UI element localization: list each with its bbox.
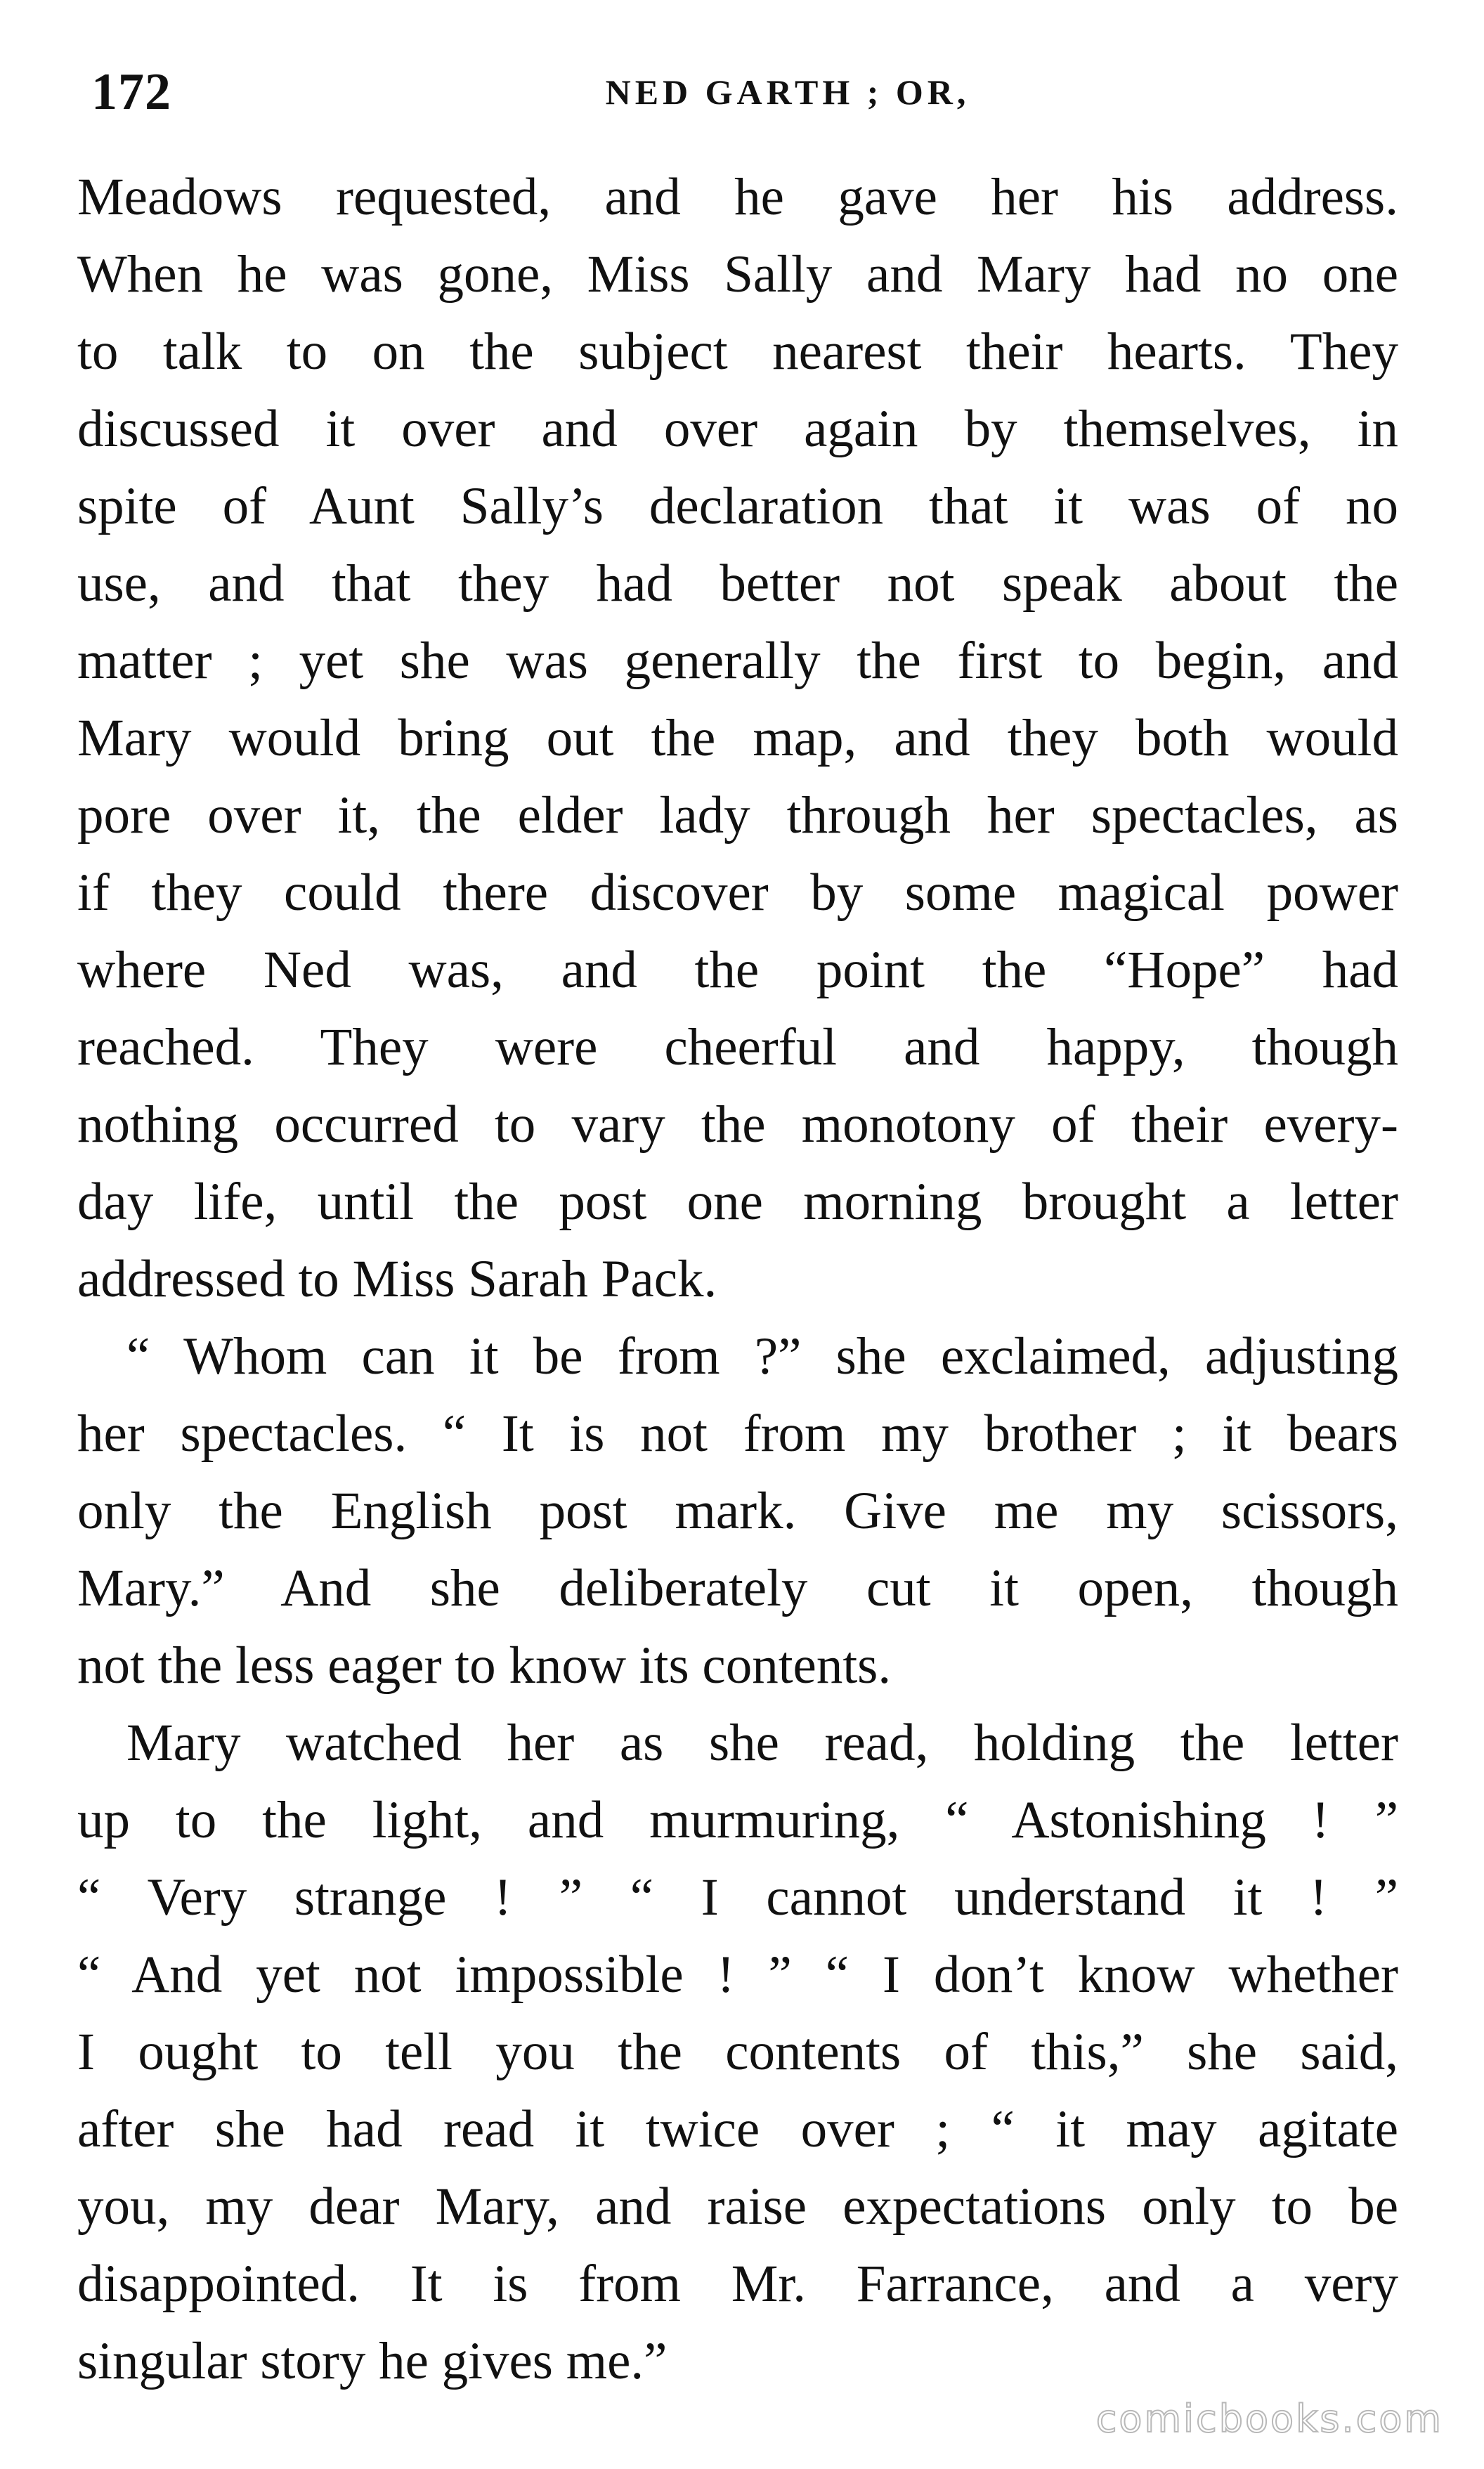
text-line: day life, until the post one morning brought a letter <box>77 1173 1398 1231</box>
page-number: 172 <box>91 63 171 121</box>
text-line: addressed to Miss Sarah Pack. <box>77 1250 717 1308</box>
text-line: singular story he gives me.” <box>77 2332 668 2390</box>
text-line: Mary.” And she deliberately cut it open, though <box>77 1559 1398 1617</box>
text-line: Mary watched her as she read, holding the letter <box>126 1714 1398 1772</box>
text-line: where Ned was, and the point the “Hope” had <box>77 941 1398 999</box>
paragraph <box>77 1318 1398 1705</box>
text-line: reached. They were cheerful and happy, though <box>77 1018 1398 1076</box>
text-line: only the English post mark. Give me my scissors, <box>77 1482 1398 1540</box>
text-line: Meadows requested, and he gave her his address. <box>77 168 1398 226</box>
text-line: you, my dear Mary, and raise expectations only to be <box>77 2177 1398 2236</box>
paragraph <box>77 159 1398 1318</box>
text-line: disappointed. It is from Mr. Farrance, and a very <box>77 2255 1398 2313</box>
text-line: spite of Aunt Sally’s declaration that it was of no <box>77 477 1398 535</box>
text-line: matter ; yet she was generally the first to begin, and <box>77 632 1398 690</box>
text-line: “ Very strange ! ” “ I cannot understand it ! ” <box>77 1868 1398 1927</box>
text-line: nothing occurred to vary the monotony of their every- <box>77 1095 1398 1154</box>
text-line: to talk to on the subject nearest their hearts. They <box>77 323 1398 381</box>
text-line: “ Whom can it be from ?” she exclaimed, adjusting <box>126 1327 1398 1386</box>
text-line: up to the light, and murmuring, “ Astonishing ! ” <box>77 1791 1398 1849</box>
text-line: discussed it over and over again by themselves, in <box>77 400 1398 458</box>
text-line: When he was gone, Miss Sally and Mary had no one <box>77 245 1398 304</box>
paragraph <box>77 1705 1398 2400</box>
text-line: not the less eager to know its contents. <box>77 1636 892 1695</box>
text-line: pore over it, the elder lady through her spectacles, as <box>77 786 1398 845</box>
running-head <box>91 60 1400 124</box>
body-text <box>77 159 1398 2400</box>
text-line: her spectacles. “ It is not from my brother ; it bears <box>77 1405 1398 1463</box>
text-line: if they could there discover by some magical power <box>77 864 1398 922</box>
text-line: “ And yet not impossible ! ” “ I don’t know whether <box>77 1946 1398 2004</box>
text-line: Mary would bring out the map, and they both would <box>77 709 1398 767</box>
running-title: NED GARTH ; OR, <box>605 72 970 112</box>
text-line: after she had read it twice over ; “ it may agitate <box>77 2100 1398 2158</box>
text-line: I ought to tell you the contents of this,” she said, <box>77 2023 1398 2081</box>
text-line: use, and that they had better not speak about the <box>77 554 1398 613</box>
watermark: comicbooks.com <box>1095 2397 1443 2441</box>
